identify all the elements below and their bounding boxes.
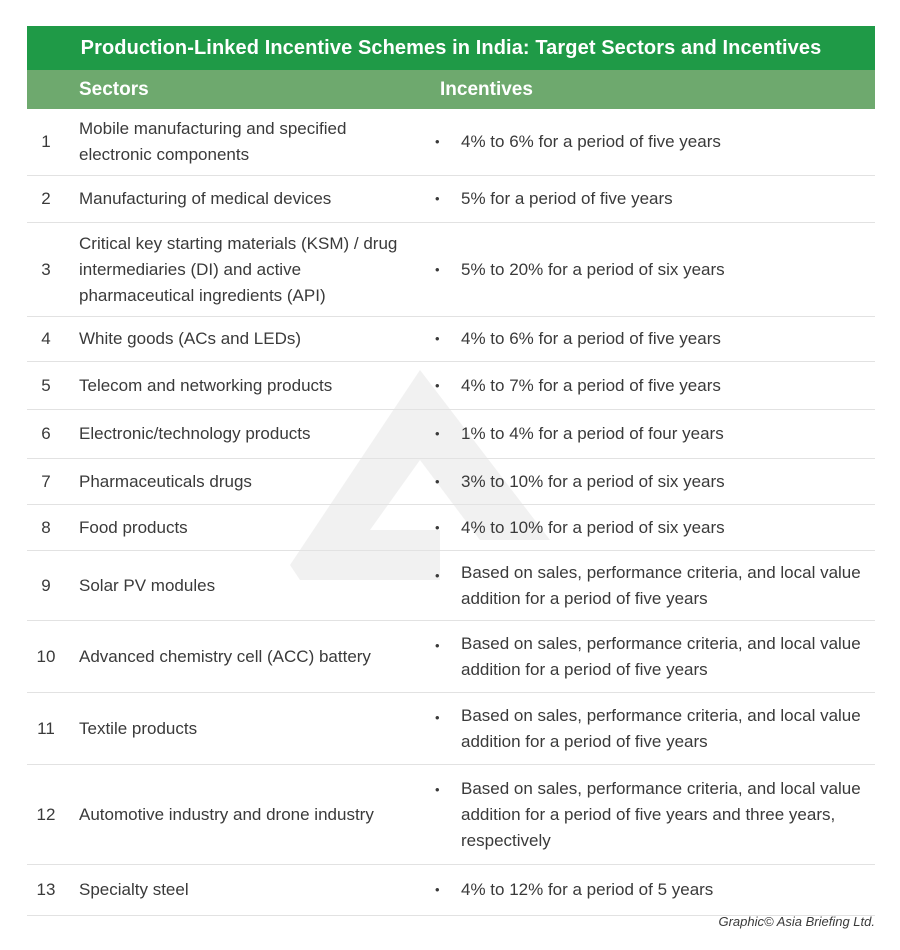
bullet-icon: • <box>435 638 440 653</box>
row-sector: White goods (ACs and LEDs) <box>79 329 302 348</box>
table-row <box>27 551 875 621</box>
table-header-row <box>27 70 875 109</box>
row-incentive: 3% to 10% for a period of six years <box>461 471 725 491</box>
table-row <box>27 865 875 916</box>
row-incentive: Based on sales, performance criteria, and local value addition for a period of five years and three years, respectively <box>461 778 861 850</box>
row-sector: Solar PV modules <box>79 575 216 595</box>
bullet-icon: • <box>435 134 440 149</box>
bullet-icon: • <box>435 882 440 897</box>
row-number: 1 <box>41 132 51 151</box>
row-number: 11 <box>37 718 55 738</box>
row-incentive: 5% to 20% for a period of six years <box>461 259 725 279</box>
table-row <box>27 693 875 765</box>
table-row <box>27 317 875 362</box>
row-incentive: Based on sales, performance criteria, and local value addition for a period of five years <box>461 705 861 751</box>
row-incentive: 4% to 12% for a period of 5 years <box>461 880 714 899</box>
table-row <box>27 176 875 223</box>
header-incentives: Incentives <box>440 78 533 100</box>
row-number: 5 <box>41 375 51 395</box>
row-incentive: 4% to 6% for a period of five years <box>461 329 721 348</box>
table-row <box>27 410 875 459</box>
row-sector: Pharmaceuticals drugs <box>79 471 252 491</box>
row-incentive: 4% to 6% for a period of five years <box>461 132 721 151</box>
table-row <box>27 223 875 317</box>
row-sector: Automotive industry and drone industry <box>79 804 374 824</box>
bullet-icon: • <box>435 331 440 346</box>
bullet-icon: • <box>435 782 440 797</box>
row-number: 7 <box>41 471 51 491</box>
row-sector: Mobile manufacturing and specified electronic components <box>79 119 347 164</box>
row-sector: Specialty steel <box>79 880 189 899</box>
bullet-icon: • <box>435 568 440 583</box>
bullet-icon: • <box>435 710 440 725</box>
table-row <box>27 109 875 176</box>
row-sector: Food products <box>79 517 188 537</box>
table-row <box>27 505 875 551</box>
row-number: 9 <box>41 575 51 595</box>
table-row <box>27 459 875 505</box>
row-incentive: 4% to 7% for a period of five years <box>461 375 721 395</box>
row-number: 3 <box>41 259 51 279</box>
row-number: 4 <box>41 329 51 348</box>
graphic-credit: Graphic© Asia Briefing Ltd. <box>718 914 875 929</box>
row-incentive: 1% to 4% for a period of four years <box>461 424 724 443</box>
row-sector: Critical key starting materials (KSM) / drug intermediaries (DI) and active pharmaceutical ingredients (API) <box>79 233 398 305</box>
row-incentive: Based on sales, performance criteria, and local value addition for a period of five years <box>461 633 861 679</box>
row-incentive: 5% for a period of five years <box>461 189 673 208</box>
bullet-icon: • <box>435 519 440 535</box>
row-incentive: 4% to 10% for a period of six years <box>461 517 725 537</box>
row-sector: Textile products <box>79 718 198 738</box>
row-sector: Electronic/technology products <box>79 424 311 443</box>
table-row <box>27 362 875 410</box>
row-sector: Telecom and networking products <box>79 375 333 395</box>
incentive-table <box>27 26 875 916</box>
bullet-icon: • <box>435 473 440 489</box>
table-row <box>27 765 875 865</box>
row-sector: Advanced chemistry cell (ACC) battery <box>79 646 371 666</box>
bullet-icon: • <box>435 426 440 441</box>
table-title: Production-Linked Incentive Schemes in India: Target Sectors and Incentives <box>27 26 875 70</box>
row-number: 10 <box>36 646 56 666</box>
row-number: 8 <box>41 517 51 537</box>
bullet-icon: • <box>435 261 440 277</box>
row-number: 6 <box>41 424 51 443</box>
bullet-icon: • <box>435 191 440 206</box>
bullet-icon: • <box>435 377 440 393</box>
row-number: 13 <box>36 880 56 899</box>
header-sectors: Sectors <box>79 78 149 100</box>
table-row <box>27 621 875 693</box>
row-number: 12 <box>36 804 56 824</box>
row-incentive: Based on sales, performance criteria, and local value addition for a period of five years <box>461 562 861 608</box>
row-sector: Manufacturing of medical devices <box>79 189 332 208</box>
row-number: 2 <box>41 189 51 208</box>
